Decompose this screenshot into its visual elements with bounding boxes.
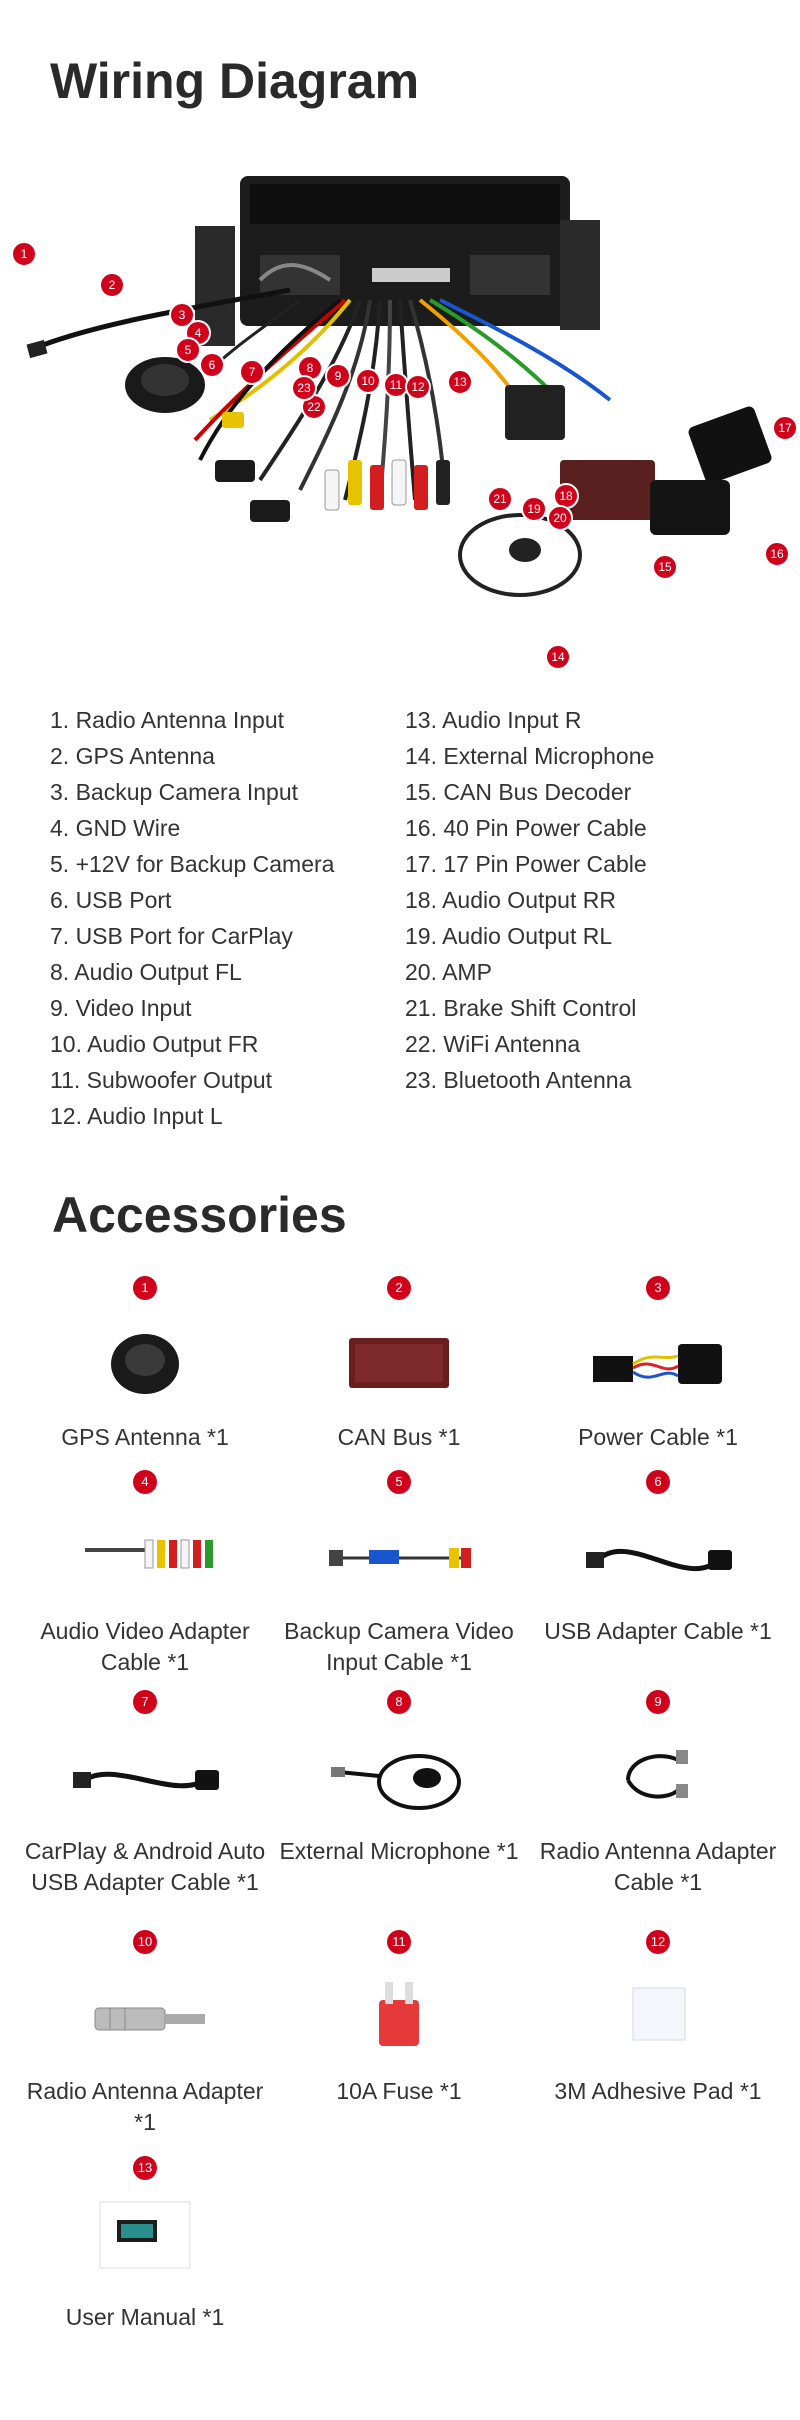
accessory-number: 6: [646, 1470, 670, 1494]
legend-item: 5. +12V for Backup Camera: [50, 851, 335, 877]
callout-badge-7: [240, 360, 264, 384]
accessory-label: GPS Antenna *1: [61, 1424, 229, 1450]
callout-number: 10: [361, 374, 375, 388]
callout-number: 8: [306, 361, 314, 375]
accessory-number: 4: [133, 1470, 157, 1494]
legend-item: 21. Brake Shift Control: [405, 995, 637, 1021]
microphone-icon: [309, 1720, 489, 1830]
accessory-item: [14, 1276, 276, 1453]
callout-number: 13: [453, 375, 467, 389]
callout-badge-20: [548, 506, 572, 530]
accessory-item: [268, 1470, 530, 1678]
legend-item: 17. 17 Pin Power Cable: [405, 851, 647, 877]
legend-item: 20. AMP: [405, 959, 492, 985]
power-cable-icon: [568, 1306, 748, 1416]
legend-item: 7. USB Port for CarPlay: [50, 923, 293, 949]
legend-item: 16. 40 Pin Power Cable: [405, 815, 647, 841]
accessory-number: 8: [387, 1690, 411, 1714]
accessory-label: Audio Video Adapter Cable *1: [40, 1618, 250, 1675]
callout-number: 17: [778, 421, 792, 435]
legend-item: 9. Video Input: [50, 995, 192, 1021]
legend-right: [405, 702, 654, 1098]
accessory-item: [14, 2156, 276, 2333]
callout-number: 1: [20, 247, 28, 261]
callout-number: 12: [411, 380, 425, 394]
callout-number: 11: [389, 378, 403, 392]
accessory-number: 7: [133, 1690, 157, 1714]
callout-badge-16: [765, 542, 789, 566]
accessory-label: User Manual *1: [65, 2304, 225, 2330]
camera-cable-icon: [309, 1500, 489, 1610]
callout-number: 4: [194, 326, 202, 340]
legend-item: 15. CAN Bus Decoder: [405, 779, 632, 805]
accessory-number: 9: [646, 1690, 670, 1714]
callout-number: 18: [559, 489, 573, 503]
callout-number: 6: [208, 358, 216, 372]
accessory-item: [268, 1276, 530, 1453]
legend-item: 13. Audio Input R: [405, 707, 582, 733]
callout-number: 5: [184, 343, 192, 357]
accessory-number: 10: [133, 1930, 157, 1954]
accessory-label: Backup Camera Video Input Cable *1: [284, 1618, 514, 1675]
callout-badge-6: [200, 353, 224, 377]
callout-badge-11: [384, 373, 408, 397]
accessory-label: 10A Fuse *1: [336, 2078, 462, 2104]
accessory-number: 13: [133, 2156, 157, 2180]
accessories-title: Accessories: [52, 1187, 347, 1243]
accessory-label: USB Adapter Cable *1: [544, 1618, 772, 1644]
callout-number: 15: [658, 560, 672, 574]
legend-item: 11. Subwoofer Output: [50, 1067, 273, 1093]
fuse-icon: [309, 1960, 489, 2070]
accessory-item: [527, 1470, 789, 1647]
accessory-number: 2: [387, 1276, 411, 1300]
callout-badge-15: [653, 555, 677, 579]
callout-number: 2: [108, 278, 116, 292]
accessory-label: CAN Bus *1: [337, 1424, 461, 1450]
legend-item: 4. GND Wire: [50, 815, 181, 841]
legend-item: 2. GPS Antenna: [50, 743, 215, 769]
av-cable-icon: [55, 1500, 235, 1610]
accessory-item: [527, 1930, 789, 2107]
wiring-diagram: [0, 160, 800, 680]
accessory-number: 3: [646, 1276, 670, 1300]
accessory-item: [527, 1276, 789, 1453]
usb-cable-icon: [568, 1500, 748, 1610]
can-bus-icon: [309, 1306, 489, 1416]
accessory-item: [14, 1930, 276, 2138]
legend-item: 1. Radio Antenna Input: [50, 707, 285, 733]
callout-badge-23: [292, 376, 316, 400]
legend-item: 23. Bluetooth Antenna: [405, 1067, 632, 1093]
legend-item: 6. USB Port: [50, 887, 172, 913]
accessory-label: Radio Antenna Adapter Cable *1: [539, 1838, 777, 1895]
legend-item: 3. Backup Camera Input: [50, 779, 299, 805]
callout-number: 21: [493, 492, 507, 506]
user-manual-icon: [55, 2186, 235, 2296]
callout-number: 3: [178, 308, 186, 322]
callout-badge-1: [12, 242, 36, 266]
callout-badge-12: [406, 375, 430, 399]
accessory-number: 11: [387, 1930, 411, 1954]
accessory-label: Power Cable *1: [578, 1424, 738, 1450]
accessory-item: [268, 1930, 530, 2107]
legend-item: 22. WiFi Antenna: [405, 1031, 581, 1057]
legend-item: 18. Audio Output RR: [405, 887, 616, 913]
callout-number: 19: [527, 502, 541, 516]
callout-number: 14: [551, 650, 565, 664]
callout-number: 22: [307, 400, 321, 414]
legend-left: [50, 702, 334, 1134]
accessory-label: 3M Adhesive Pad *1: [554, 2078, 762, 2104]
callout-number: 7: [248, 365, 256, 379]
legend-item: 19. Audio Output RL: [405, 923, 613, 949]
accessory-label: External Microphone *1: [279, 1838, 519, 1864]
legend-item: 8. Audio Output FL: [50, 959, 242, 985]
carplay-usb-cable-icon: [55, 1720, 235, 1830]
accessory-number: 5: [387, 1470, 411, 1494]
callout-badge-2: [100, 273, 124, 297]
radio-antenna-adapter-icon: [55, 1960, 235, 2070]
accessory-number: 12: [646, 1930, 670, 1954]
accessory-number: 1: [133, 1276, 157, 1300]
legend-item: 14. External Microphone: [405, 743, 655, 769]
callout-badge-14: [546, 645, 570, 669]
callout-number: 9: [334, 369, 342, 383]
callout-badge-13: [448, 370, 472, 394]
accessory-item: [268, 1690, 530, 1867]
accessory-label: Radio Antenna Adapter *1: [26, 2078, 264, 2135]
callout-number: 16: [770, 547, 784, 561]
legend-item: 12. Audio Input L: [50, 1103, 223, 1129]
callout-number: 23: [297, 381, 311, 395]
radio-antenna-cable-icon: [568, 1720, 748, 1830]
accessory-label: CarPlay & Android Auto USB Adapter Cable *1: [24, 1838, 266, 1895]
accessory-item: [14, 1690, 276, 1898]
accessory-item: [527, 1690, 789, 1898]
callout-badge-17: [773, 416, 797, 440]
callout-badge-18: [554, 484, 578, 508]
adhesive-pad-icon: [568, 1960, 748, 2070]
callout-badge-9: [326, 364, 350, 388]
callout-badge-21: [488, 487, 512, 511]
gps-antenna-icon: [55, 1306, 235, 1416]
callout-number: 20: [553, 511, 567, 525]
callout-badge-19: [522, 497, 546, 521]
wiring-diagram-title: Wiring Diagram: [50, 53, 420, 109]
accessory-item: [14, 1470, 276, 1678]
legend-item: 10. Audio Output FR: [50, 1031, 259, 1057]
callout-badge-5: [176, 338, 200, 362]
callout-badge-10: [356, 369, 380, 393]
